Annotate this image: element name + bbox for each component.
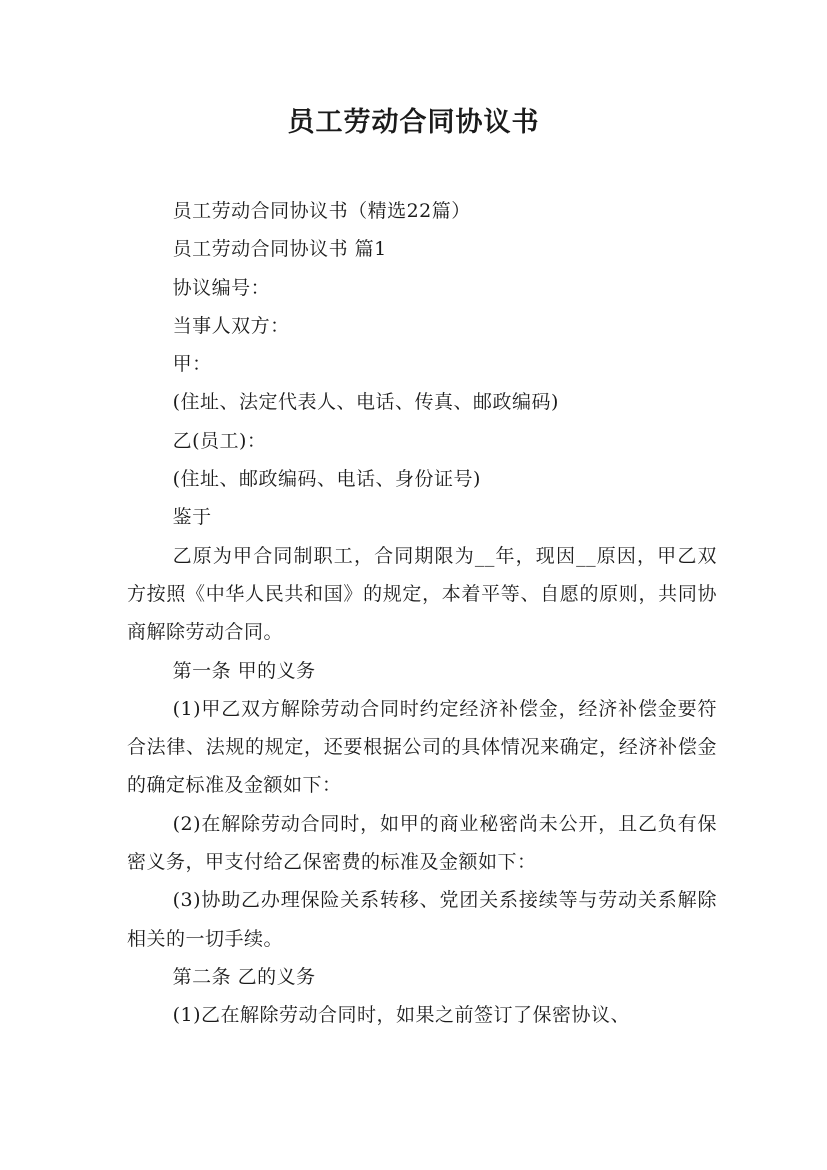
paragraph-party-a: 甲： bbox=[172, 353, 212, 376]
paragraph-article-one-item-2: (2)在解除劳动合同时，如甲的商业秘密尚未公开，且乙负有保密义务，甲支付给乙保密费的标准及金额如下： bbox=[127, 812, 717, 874]
paragraph-party-b-details: (住址、邮政编码、电话、身份证号) bbox=[172, 468, 481, 491]
paragraph-parties: 当事人双方： bbox=[172, 314, 290, 337]
paragraph-party-b: 乙(员工)： bbox=[172, 429, 267, 452]
paragraph-article-one-item-1: (1)甲乙双方解除劳动合同时约定经济补偿金，经济补偿金要符合法律、法规的规定，还要根据公司的具体情况来确定，经济补偿金的确定标准及金额如下： bbox=[127, 697, 717, 797]
document-body bbox=[127, 192, 717, 1035]
paragraph-preamble: 乙原为甲合同制职工，合同期限为__年，现因__原因，甲乙双方按照《中华人民共和国》的规定，本着平等、自愿的原则，共同协商解除劳动合同。 bbox=[127, 544, 717, 644]
paragraph-article-one: 第一条 甲的义务 bbox=[172, 659, 316, 682]
paragraph-article-two-item-1: (1)乙在解除劳动合同时，如果之前签订了保密协议、 bbox=[172, 1004, 631, 1027]
paragraph-section-title: 员工劳动合同协议书 篇1 bbox=[172, 238, 387, 261]
paragraph-whereas: 鉴于 bbox=[172, 506, 212, 529]
paragraph-article-two: 第二条 乙的义务 bbox=[172, 965, 316, 988]
paragraph-article-one-item-3: (3)协助乙办理保险关系转移、党团关系接续等与劳动关系解除相关的一切手续。 bbox=[127, 889, 717, 950]
paragraph-agreement-number: 协议编号： bbox=[172, 276, 271, 299]
paragraph-heading: 员工劳动合同协议书（精选22篇） bbox=[172, 200, 471, 222]
paragraph-party-a-details: (住址、法定代表人、电话、传真、邮政编码) bbox=[172, 391, 559, 414]
document-title: 员工劳动合同协议书 bbox=[287, 107, 540, 138]
